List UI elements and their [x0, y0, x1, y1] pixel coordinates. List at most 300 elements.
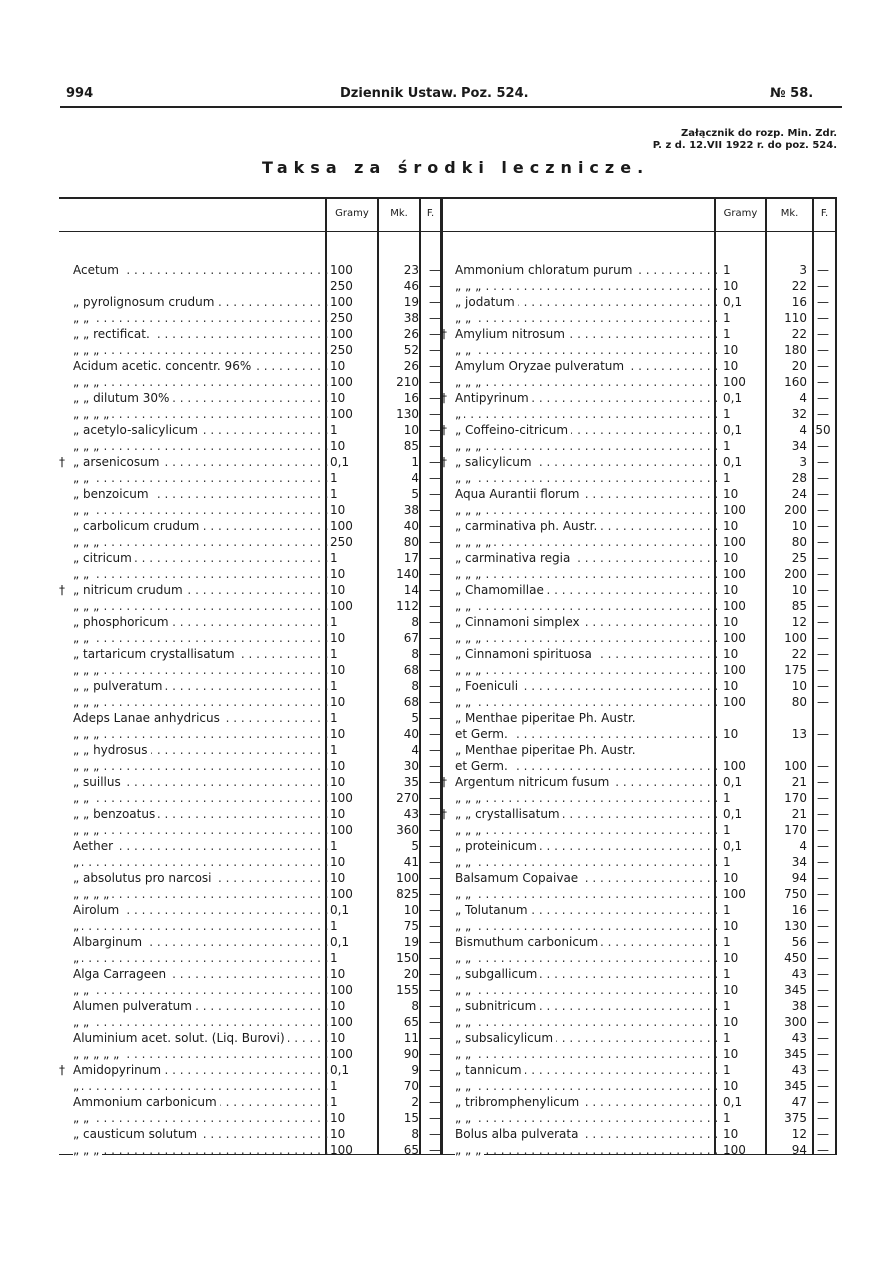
fenig-value: — [429, 983, 441, 997]
drug-name [73, 518, 333, 534]
grams-value: 0,1 [723, 423, 743, 437]
cross-mark: † [441, 455, 447, 469]
marks-value: 32 [791, 407, 807, 421]
fenig-value: — [429, 599, 441, 613]
grams-value: 10 [723, 1047, 739, 1061]
marks-value: 38 [403, 503, 419, 517]
marks-value: 270 [396, 791, 419, 805]
grams-value: 100 [723, 375, 746, 389]
drug-name-text: „ proteinicum [455, 839, 540, 853]
marks-value: 375 [784, 1111, 807, 1125]
grams-value: 100 [723, 663, 746, 677]
drug-name [73, 278, 333, 294]
grams-value: 1 [723, 263, 731, 277]
fenig-value: — [429, 887, 441, 901]
drug-name-text: „ subsalicylicum [455, 1031, 556, 1045]
drug-name [455, 278, 723, 294]
drug-name-text: „ subnitricum [455, 999, 539, 1013]
drug-name-text: „ Menthae piperitae Ph. Austr. [455, 711, 639, 725]
drug-name [73, 710, 333, 726]
drug-name [455, 438, 723, 454]
grams-value: 1 [330, 471, 338, 485]
grams-value: 1 [330, 1095, 338, 1109]
drug-name-text: Bismuthum carbonicum [455, 935, 601, 949]
grams-value: 0,1 [723, 295, 743, 309]
drug-name [73, 534, 333, 550]
drug-name [455, 598, 723, 614]
grams-value: 10 [330, 759, 346, 773]
drug-name [73, 1110, 333, 1126]
marks-value: 85 [403, 439, 419, 453]
drug-name-text: „ „ „ [73, 535, 102, 549]
fenig-value: — [429, 1111, 441, 1125]
marks-value: 34 [791, 439, 807, 453]
fenig-value: — [429, 615, 441, 629]
grams-value: 10 [330, 1111, 346, 1125]
header-divider [59, 231, 837, 232]
grams-value: 0,1 [330, 935, 350, 949]
grams-value: 1 [723, 327, 731, 341]
drug-name-text: „ „ [73, 311, 92, 325]
drug-name-text: „ „ „ „ „ [73, 1047, 122, 1061]
grams-value: 1 [723, 1031, 731, 1045]
grams-value: 10 [330, 1031, 346, 1045]
drug-name-text: „ pyrolignosum crudum [73, 295, 217, 309]
drug-name-text: „ „ „ „ [455, 535, 494, 549]
grams-value: 1 [330, 743, 338, 757]
marks-value: 22 [791, 647, 807, 661]
fenig-value: — [429, 263, 441, 277]
drug-name [455, 774, 723, 790]
drug-name [73, 1078, 333, 1094]
drug-name [73, 694, 333, 710]
drug-name [73, 390, 333, 406]
fenig-value: — [429, 487, 441, 501]
col-header-mk: Mk. [390, 208, 408, 219]
marks-value: 2 [411, 1095, 419, 1109]
grams-value: 100 [330, 599, 353, 613]
fenig-value: — [817, 759, 829, 773]
fenig-value: — [429, 567, 441, 581]
marks-value: 210 [396, 375, 419, 389]
marks-value: 35 [403, 775, 419, 789]
drug-name-text: „ „ [73, 503, 92, 517]
grams-value: 250 [330, 535, 353, 549]
column-divider [419, 199, 421, 1154]
drug-name-text: „ „ [455, 855, 474, 869]
drug-name [455, 470, 723, 486]
grams-value: 100 [330, 791, 353, 805]
grams-value: 10 [723, 519, 739, 533]
fenig-value: — [429, 503, 441, 517]
drug-name-text: „ carminativa ph. Austr. [455, 519, 600, 533]
drug-name-text: „ „ „ [455, 1143, 484, 1157]
issue-number: № 58. [770, 86, 814, 101]
fenig-value: — [429, 327, 441, 341]
drug-name [73, 870, 333, 886]
grams-value: 10 [723, 279, 739, 293]
col-header-f: F. [426, 208, 435, 219]
drug-name-text: Aqua Aurantii florum [455, 487, 582, 501]
grams-value: 100 [330, 407, 353, 421]
grams-value: 10 [330, 855, 346, 869]
drug-name [455, 1030, 723, 1046]
drug-name [73, 1046, 333, 1062]
drug-name-text: „ carminativa regia [455, 551, 573, 565]
col-header-mk-right: Mk. [780, 208, 799, 219]
grams-value: 10 [723, 919, 739, 933]
grams-value: 1 [330, 647, 338, 661]
column-divider [835, 199, 837, 1154]
drug-name [73, 598, 333, 614]
marks-value: 8 [411, 647, 419, 661]
drug-name-text: „ „ „ [73, 375, 102, 389]
marks-value: 8 [411, 679, 419, 693]
marks-value: 67 [403, 631, 419, 645]
drug-name-text: Ammonium carbonicum [73, 1095, 220, 1109]
fenig-value: — [429, 455, 441, 469]
page-number: 994 [66, 86, 94, 101]
marks-value: 345 [784, 983, 807, 997]
grams-value: 10 [330, 967, 346, 981]
drug-name [455, 1046, 723, 1062]
drug-name [73, 470, 333, 486]
fenig-value: — [429, 631, 441, 645]
fenig-value: — [429, 1063, 441, 1077]
fenig-value: — [817, 519, 829, 533]
drug-name [73, 1030, 333, 1046]
fenig-value: — [817, 1047, 829, 1061]
marks-value: 150 [396, 951, 419, 965]
grams-value: 1 [330, 919, 338, 933]
drug-name [455, 1126, 723, 1142]
fenig-value: — [817, 855, 829, 869]
drug-name [73, 950, 333, 966]
grams-value: 100 [723, 503, 746, 517]
fenig-value: — [429, 1095, 441, 1109]
grams-value: 10 [330, 775, 346, 789]
grams-value: 0,1 [723, 1095, 743, 1109]
drug-name [455, 502, 723, 518]
grams-value: 10 [723, 727, 739, 741]
drug-name-text: „ „ „ [73, 439, 102, 453]
drug-name-text: „ „ „ [455, 823, 484, 837]
drug-name-text: „ Cinnamoni spirituosa [455, 647, 595, 661]
marks-value: 825 [396, 887, 419, 901]
grams-value: 1 [723, 823, 731, 837]
fenig-value: — [817, 983, 829, 997]
marks-value: 68 [403, 663, 419, 677]
grams-value: 10 [330, 583, 346, 597]
drug-name [455, 822, 723, 838]
drug-name [73, 790, 333, 806]
cross-mark: † [441, 775, 447, 789]
drug-name-text: „ tartaricum crystallisatum [73, 647, 238, 661]
drug-name [455, 1014, 723, 1030]
drug-name-text: „ „ [455, 919, 474, 933]
drug-name-text: „ Tolutanum [455, 903, 531, 917]
fenig-value: — [817, 407, 829, 421]
fenig-value: — [817, 263, 829, 277]
fenig-value: — [429, 695, 441, 709]
marks-value: 100 [784, 631, 807, 645]
grams-value: 10 [723, 647, 739, 661]
grams-value: 100 [723, 535, 746, 549]
fenig-value: — [817, 775, 829, 789]
drug-name-text: „ „ „ [73, 343, 102, 357]
drug-name [73, 358, 333, 374]
marks-value: 21 [791, 807, 807, 821]
drug-name-text: et Germ. [455, 727, 511, 741]
marks-value: 40 [403, 519, 419, 533]
drug-name [455, 726, 723, 742]
grams-value: 10 [723, 951, 739, 965]
fenig-value: — [817, 631, 829, 645]
drug-name-text: „ [73, 1079, 82, 1093]
marks-value: 21 [791, 775, 807, 789]
marks-value: 4 [799, 391, 807, 405]
drug-name-text: „ „ „ [455, 375, 484, 389]
marks-value: 16 [791, 903, 807, 917]
drug-name [73, 422, 333, 438]
fenig-value: — [817, 903, 829, 917]
marks-value: 38 [791, 999, 807, 1013]
marks-value: 94 [791, 871, 807, 885]
marks-value: 5 [411, 487, 419, 501]
drug-name [455, 646, 723, 662]
drug-name-text: „ „ [73, 983, 92, 997]
marks-value: 5 [411, 711, 419, 725]
marks-value: 8 [411, 1127, 419, 1141]
fenig-value: — [817, 311, 829, 325]
drug-name [73, 838, 333, 854]
drug-name-text: „ tannicum [455, 1063, 525, 1077]
drug-name [73, 902, 333, 918]
annex-note-line-1: Załącznik do rozp. Min. Zdr. [681, 128, 837, 139]
drug-name [455, 454, 723, 470]
drug-name-text: „ Menthae piperitae Ph. Austr. [455, 743, 639, 757]
drug-name [73, 342, 333, 358]
drug-name-text: „ Coffeino-citricum [455, 423, 571, 437]
marks-value: 10 [791, 679, 807, 693]
drug-name-text: Amidopyrinum [73, 1063, 164, 1077]
fenig-value: — [429, 471, 441, 485]
drug-name [455, 326, 723, 342]
drug-name-text: „ carbolicum crudum [73, 519, 202, 533]
marks-value: 43 [403, 807, 419, 821]
drug-name-text: „ „ [455, 599, 474, 613]
fenig-value: — [817, 807, 829, 821]
fenig-value: — [429, 759, 441, 773]
drug-name-text: „ „ [455, 471, 474, 485]
grams-value: 10 [330, 663, 346, 677]
marks-value: 9 [411, 1063, 419, 1077]
grams-value: 0,1 [330, 1063, 350, 1077]
grams-value: 1 [723, 999, 731, 1013]
drug-name-text: „ „ „ „ [73, 407, 112, 421]
marks-value: 100 [784, 759, 807, 773]
grams-value: 1 [330, 839, 338, 853]
marks-value: 70 [403, 1079, 419, 1093]
marks-value: 130 [396, 407, 419, 421]
grams-value: 1 [330, 615, 338, 629]
grams-value: 1 [723, 471, 731, 485]
marks-value: 43 [791, 1031, 807, 1045]
drug-name-text: „ „ „ [455, 663, 484, 677]
grams-value: 10 [330, 871, 346, 885]
fenig-value: — [817, 279, 829, 293]
fenig-value: — [429, 423, 441, 437]
cross-mark: † [59, 583, 65, 597]
marks-value: 24 [791, 487, 807, 501]
grams-value: 100 [723, 759, 746, 773]
drug-name-text: „ „ „ [73, 727, 102, 741]
fenig-value: — [429, 583, 441, 597]
drug-name-text: „ tribromphenylicum [455, 1095, 582, 1109]
fenig-value: — [817, 999, 829, 1013]
drug-name [455, 982, 723, 998]
grams-value: 10 [723, 983, 739, 997]
drug-name [73, 630, 333, 646]
drug-name-text: „ Chamomillae [455, 583, 547, 597]
col-header-gramy-right: Gramy [723, 208, 758, 219]
drug-name [73, 1142, 333, 1158]
drug-name [73, 406, 333, 422]
grams-value: 10 [330, 807, 346, 821]
drug-name-text: „ „ [455, 311, 474, 325]
fenig-value: — [817, 1095, 829, 1109]
marks-value: 345 [784, 1079, 807, 1093]
drug-name [73, 566, 333, 582]
grams-value: 0,1 [723, 391, 743, 405]
drug-name [455, 678, 723, 694]
marks-value: 10 [403, 423, 419, 437]
fenig-value: — [429, 359, 441, 373]
fenig-value: — [429, 535, 441, 549]
drug-name [455, 614, 723, 630]
grams-value: 1 [723, 791, 731, 805]
fenig-value: — [429, 823, 441, 837]
drug-name [455, 358, 723, 374]
drug-name [73, 550, 333, 566]
marks-value: 15 [403, 1111, 419, 1125]
grams-value: 1 [723, 903, 731, 917]
grams-value: 10 [330, 1127, 346, 1141]
drug-name-text: Ammonium chloratum purum [455, 263, 635, 277]
drug-name [455, 582, 723, 598]
drug-name-text: „ [73, 855, 82, 869]
grams-value: 1 [330, 423, 338, 437]
marks-value: 56 [791, 935, 807, 949]
marks-value: 4 [411, 743, 419, 757]
marks-value: 160 [784, 375, 807, 389]
fenig-value: — [817, 935, 829, 949]
marks-value: 41 [403, 855, 419, 869]
drug-name-text: „ „ [455, 1047, 474, 1061]
drug-name-text: et Germ. [455, 759, 511, 773]
fenig-value: — [817, 359, 829, 373]
grams-value: 10 [723, 487, 739, 501]
fenig-value: — [817, 487, 829, 501]
drug-name-text: „ „ „ [73, 1143, 102, 1157]
marks-value: 14 [403, 583, 419, 597]
marks-value: 750 [784, 887, 807, 901]
drug-name [455, 790, 723, 806]
fenig-value: — [817, 599, 829, 613]
grams-value: 10 [723, 359, 739, 373]
marks-value: 52 [403, 343, 419, 357]
marks-value: 4 [799, 423, 807, 437]
marks-value: 46 [403, 279, 419, 293]
drug-name [455, 294, 723, 310]
marks-value: 26 [403, 327, 419, 341]
drug-name-text: „ „ [455, 983, 474, 997]
fenig-value: — [817, 471, 829, 485]
fenig-value: — [817, 1127, 829, 1141]
fenig-value: — [817, 1079, 829, 1093]
grams-value: 10 [330, 503, 346, 517]
fenig-value: — [429, 295, 441, 309]
drug-name [73, 438, 333, 454]
grams-value: 10 [723, 1079, 739, 1093]
grams-value: 100 [723, 599, 746, 613]
drug-name [73, 982, 333, 998]
grams-value: 1 [723, 407, 731, 421]
marks-value: 1 [411, 455, 419, 469]
drug-name [455, 486, 723, 502]
fenig-value: — [817, 551, 829, 565]
grams-value: 1 [723, 935, 731, 949]
drug-name [455, 342, 723, 358]
fenig-value: — [817, 455, 829, 469]
marks-value: 22 [791, 279, 807, 293]
marks-value: 130 [784, 919, 807, 933]
fenig-value: — [429, 711, 441, 725]
marks-value: 94 [791, 1143, 807, 1157]
drug-name [455, 390, 723, 406]
fenig-value: — [429, 839, 441, 853]
drug-name [455, 854, 723, 870]
drug-name-text: „ „ [455, 343, 474, 357]
marks-value: 100 [396, 871, 419, 885]
drug-name [73, 454, 333, 470]
drug-name-text: „ „ „ „ [73, 887, 112, 901]
grams-value: 1 [723, 967, 731, 981]
drug-name [455, 566, 723, 582]
fenig-value: — [429, 663, 441, 677]
drug-name-text: „ „ dilutum 30% [73, 391, 172, 405]
drug-name-text: „ phosphoricum [73, 615, 172, 629]
marks-value: 23 [403, 263, 419, 277]
grams-value: 10 [723, 551, 739, 565]
grams-value: 1 [330, 487, 338, 501]
marks-value: 30 [403, 759, 419, 773]
fenig-value: — [817, 839, 829, 853]
drug-name [73, 614, 333, 630]
grams-value: 10 [330, 567, 346, 581]
drug-name-text: „ „ „ [455, 503, 484, 517]
grams-value: 0,1 [723, 807, 743, 821]
fenig-value: — [817, 727, 829, 741]
marks-value: 4 [799, 839, 807, 853]
fenig-value: — [817, 663, 829, 677]
marks-value: 65 [403, 1143, 419, 1157]
marks-value: 4 [411, 471, 419, 485]
drug-name [73, 326, 333, 342]
grams-value: 1 [330, 551, 338, 565]
marks-value: 19 [403, 295, 419, 309]
drug-name-text: „ Foeniculi [455, 679, 521, 693]
